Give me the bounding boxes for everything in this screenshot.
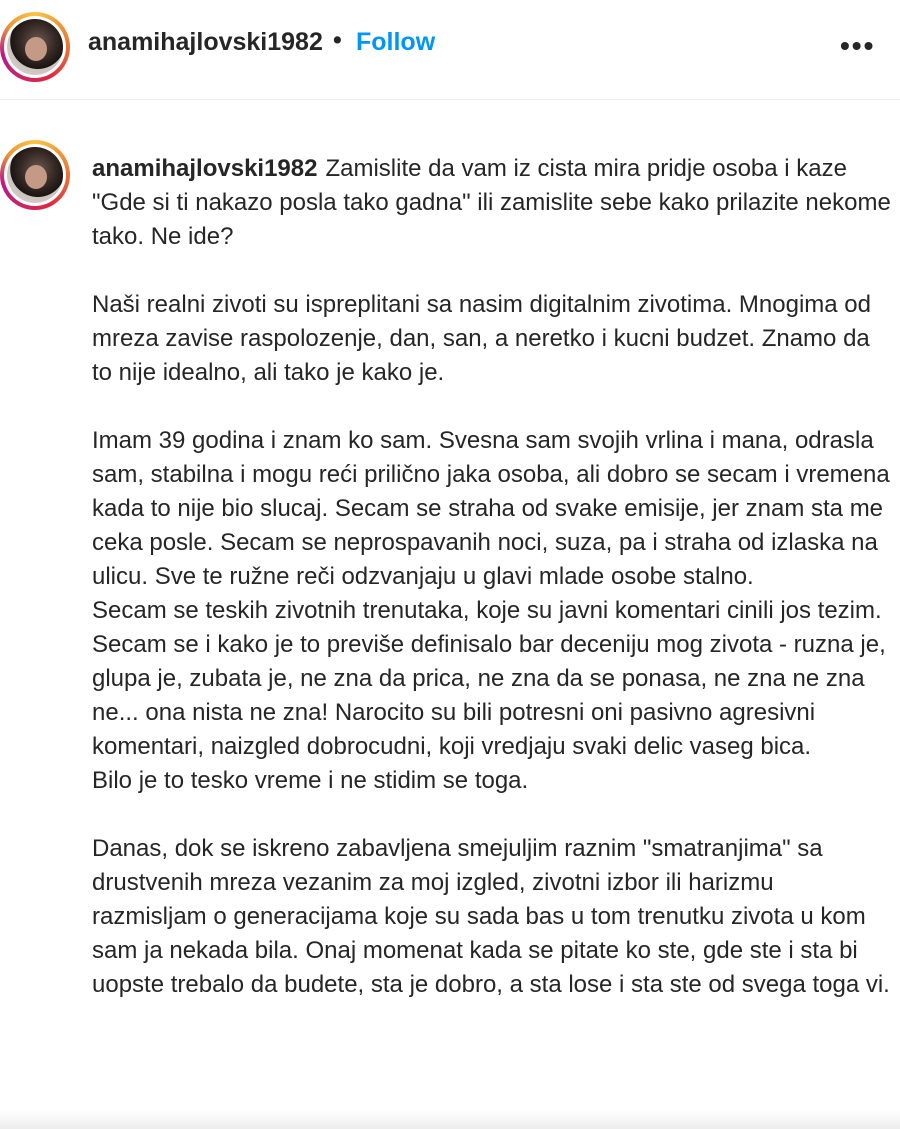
caption-paragraph: Secam se i kako je to previše definisalo bar deceniju mog zivota - ruzna je, glupa je, zubata je, ne zna da prica, ne zna da se ponasa, ne zna ne zna ne... ona nista ne zna! Narocito su bili potresni oni pasivno agresivni komentari, naizgled dobrocudni, koji vredjaju svaki delic vaseg bica. [92, 631, 886, 760]
avatar[interactable] [0, 12, 70, 82]
header-username-link[interactable]: anamihajlovski1982 [88, 28, 323, 56]
caption-username-link[interactable]: anamihajlovski1982 [92, 155, 318, 182]
caption-paragraph: Bilo je to tesko vreme i ne stidim se toga. [92, 767, 529, 794]
post-header [0, 0, 900, 100]
caption-paragraph: Imam 39 godina i znam ko sam. Svesna sam svojih vrlina i mana, odrasla sam, stabilna i mogu reći prilično jaka osoba, ali dobro se secam i vremena kada to nije bio slucaj. Secam se straha od svake emisije, jer znam sta me ceka posle. Secam se neprospavanih noci, suza, pa i straha od izlaska na ulicu. Sve te ružne reči odzvanjaju u glavi mlade osobe stalno. [92, 427, 890, 590]
caption-text [92, 152, 892, 1036]
caption-paragraph: Danas, dok se iskreno zabavljena smejuljim raznim "smatranjima" sa drustvenih mreza vezanim za moj izgled, zivotni izbor ili harizmu razmisljam o generacijama koje su sada bas u tom trenutku zivota u kom sam ja nekada bila. Onaj momenat kada se pitate ko ste, gde ste i sta bi uopste trebalo da budete, sta je dobro, a sta lose i sta ste od svega toga vi. [92, 835, 890, 998]
separator-dot: • [333, 26, 342, 54]
bottom-fade [0, 1110, 900, 1129]
follow-button[interactable]: Follow [356, 28, 436, 56]
caption-paragraph: Naši realni zivoti su ispreplitani sa nasim digitalnim zivotima. Mnogima od mreza zavise raspolozenje, dan, san, a neretko i kucni budzet. Znamo da to nije idealno, ali tako je kako je. [92, 291, 871, 386]
caption-avatar[interactable] [0, 140, 70, 210]
caption-paragraph: Secam se teskih zivotnih trenutaka, koje su javni komentari cinili jos tezim. [92, 597, 882, 624]
more-options-icon[interactable]: ••• [840, 30, 876, 61]
caption-paragraph: Zamislite da vam iz cista mira pridje osoba i kaze "Gde si ti nakazo posla tako gadna" ili zamislite sebe kako prilazite nekome tako. Ne ide? [92, 155, 891, 250]
